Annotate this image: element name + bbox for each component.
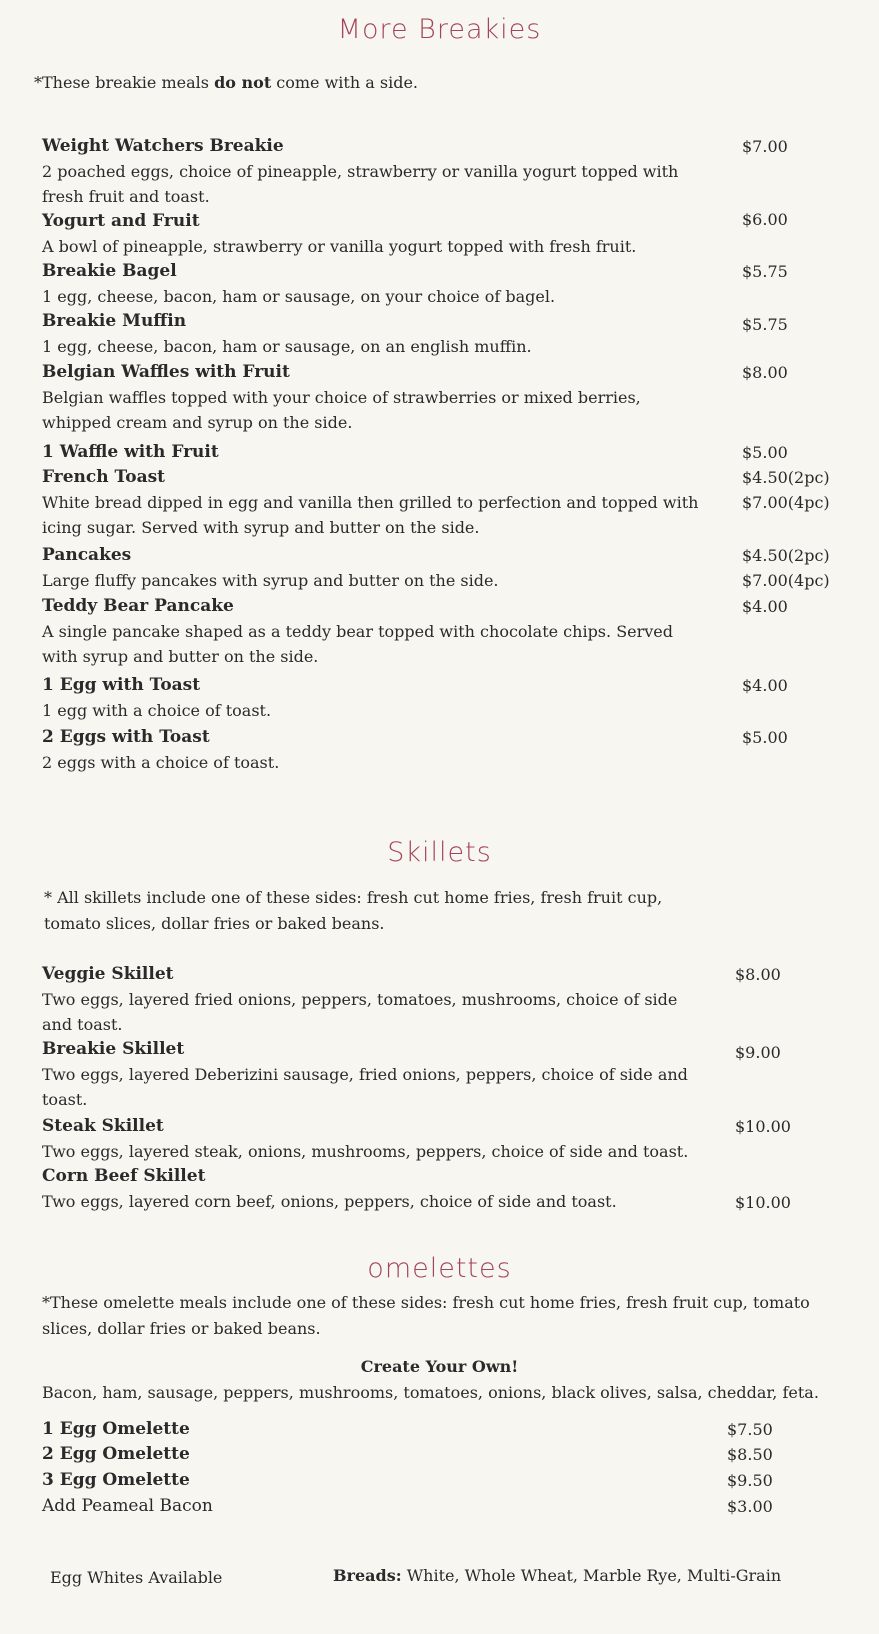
item-name: 1 Waffle with Fruit [42, 442, 219, 462]
item-desc: 2 eggs with a choice of toast. [42, 753, 280, 772]
menu-item-belgian-waffles [42, 360, 742, 435]
item-price: $4.00 [742, 676, 788, 695]
item-desc: 1 egg, cheese, bacon, ham or sausage, on an english muffin. [42, 337, 532, 356]
item-name: Breakie Bagel [42, 261, 177, 281]
item-name: 2 Eggs with Toast [42, 727, 210, 747]
skillets-note: * All skillets include one of these sides: fresh cut home fries, fresh fruit cup, tomato slices, dollar fries or baked beans. [44, 888, 663, 933]
breakies-note-bold: do not [214, 73, 272, 92]
menu-item-corn-beef-skillet [42, 1164, 742, 1214]
menu-item-1-egg-toast [42, 673, 742, 723]
item-name: Corn Beef Skillet [42, 1166, 206, 1186]
item-price-2: $7.00(4pc) [742, 571, 830, 590]
item-price: $9.50 [727, 1471, 773, 1490]
item-price: $7.00 [742, 137, 788, 156]
menu-item-add-peameal-bacon [42, 1494, 742, 1519]
item-desc: 2 poached eggs, choice of pineapple, strawberry or vanilla yogurt topped with fresh fruit and toast. [42, 162, 679, 206]
item-price: $10.00 [735, 1193, 791, 1212]
menu-item-pancakes [42, 543, 742, 593]
menu-item-steak-skillet [42, 1114, 742, 1164]
omelettes-heading: omelettes [367, 1253, 512, 1284]
breads-label: Breads: [333, 1566, 402, 1585]
item-desc: 1 egg with a choice of toast. [42, 701, 272, 720]
item-price: $3.00 [727, 1497, 773, 1516]
create-your-own-title: Create Your Own! [360, 1357, 519, 1376]
item-desc: Two eggs, layered Deberizini sausage, fried onions, peppers, choice of side and toast. [42, 1065, 688, 1109]
menu-item-bagel [42, 259, 742, 309]
item-desc: A single pancake shaped as a teddy bear topped with chocolate chips. Served with syrup and butter on the side. [42, 622, 674, 666]
item-price: $8.50 [727, 1445, 773, 1464]
item-name: 2 Egg Omelette [42, 1444, 190, 1464]
item-price: $9.00 [735, 1043, 781, 1062]
item-desc: Two eggs, layered corn beef, onions, peppers, choice of side and toast. [42, 1192, 617, 1211]
menu-item-breakie-skillet [42, 1037, 742, 1112]
item-name: 1 Egg with Toast [42, 675, 201, 695]
item-desc: Belgian waffles topped with your choice of strawberries or mixed berries, whipped cream and syrup on the side. [42, 388, 641, 432]
egg-whites-note: Egg Whites Available [50, 1568, 223, 1587]
menu-item-yogurt [42, 209, 742, 259]
item-name: 1 Egg Omelette [42, 1419, 190, 1439]
item-price: $5.00 [742, 443, 788, 462]
item-price-2: $7.00(4pc) [742, 493, 830, 512]
item-desc: Two eggs, layered steak, onions, mushrooms, peppers, choice of side and toast. [42, 1142, 689, 1161]
breads-note [333, 1563, 781, 1589]
item-price: $5.75 [742, 262, 788, 281]
item-name: Teddy Bear Pancake [42, 596, 234, 616]
item-name: Pancakes [42, 545, 132, 565]
item-name: French Toast [42, 467, 166, 487]
item-name: Breakie Muffin [42, 311, 187, 331]
omelettes-note: *These omelette meals include one of these sides: fresh cut home fries, fresh fruit cup, tomato slices, dollar fries or baked beans. [42, 1293, 810, 1338]
item-name: Belgian Waffles with Fruit [42, 362, 290, 382]
menu-item-muffin [42, 309, 742, 359]
breakies-heading: More Breakies [337, 14, 542, 45]
item-price: $8.00 [742, 363, 788, 382]
breakies-note [34, 70, 418, 96]
breakies-note-prefix: *These breakie meals [34, 73, 215, 92]
breakies-note-suffix: come with a side. [271, 73, 418, 92]
item-desc: 1 egg, cheese, bacon, ham or sausage, on your choice of bagel. [42, 287, 556, 306]
item-name: Veggie Skillet [42, 964, 174, 984]
menu-item-1-egg-omelette [42, 1417, 742, 1442]
item-name: Steak Skillet [42, 1116, 164, 1136]
menu-item-teddy-bear [42, 594, 742, 669]
item-price: $6.00 [742, 210, 788, 229]
item-price: $8.00 [735, 965, 781, 984]
item-price: $5.00 [742, 728, 788, 747]
item-price: $4.00 [742, 597, 788, 616]
menu-item-2-egg-omelette [42, 1442, 742, 1467]
menu-item-2-eggs-toast [42, 725, 742, 775]
item-desc: Two eggs, layered fried onions, peppers, tomatoes, mushrooms, choice of side and toast. [42, 990, 678, 1034]
create-your-own-desc: Bacon, ham, sausage, peppers, mushrooms, tomatoes, onions, black olives, salsa, cheddar, feta. [42, 1383, 819, 1402]
item-price: $10.00 [735, 1117, 791, 1136]
menu-item-veggie-skillet [42, 962, 742, 1037]
item-price: $4.50(2pc) [742, 468, 830, 487]
item-price: $7.50 [727, 1420, 773, 1439]
item-desc: A bowl of pineapple, strawberry or vanilla yogurt topped with fresh fruit. [42, 237, 637, 256]
item-name: 3 Egg Omelette [42, 1470, 190, 1490]
breads-list: White, Whole Wheat, Marble Rye, Multi-Grain [401, 1566, 782, 1585]
menu-item-french-toast [42, 465, 742, 540]
item-name: Yogurt and Fruit [42, 211, 200, 231]
item-name: Breakie Skillet [42, 1039, 185, 1059]
menu-item-1-waffle [42, 440, 742, 465]
item-name: Weight Watchers Breakie [42, 136, 284, 156]
item-price: $4.50(2pc) [742, 546, 830, 565]
item-price: $5.75 [742, 315, 788, 334]
menu-item-weight-watchers [42, 134, 742, 209]
item-desc: Large fluffy pancakes with syrup and butter on the side. [42, 571, 499, 590]
item-name: Add Peameal Bacon [42, 1496, 213, 1516]
item-desc: White bread dipped in egg and vanilla then grilled to perfection and topped with icing sugar. Served with syrup and butter on the side. [42, 493, 699, 537]
menu-item-3-egg-omelette [42, 1468, 742, 1493]
skillets-heading: Skillets [387, 837, 492, 868]
